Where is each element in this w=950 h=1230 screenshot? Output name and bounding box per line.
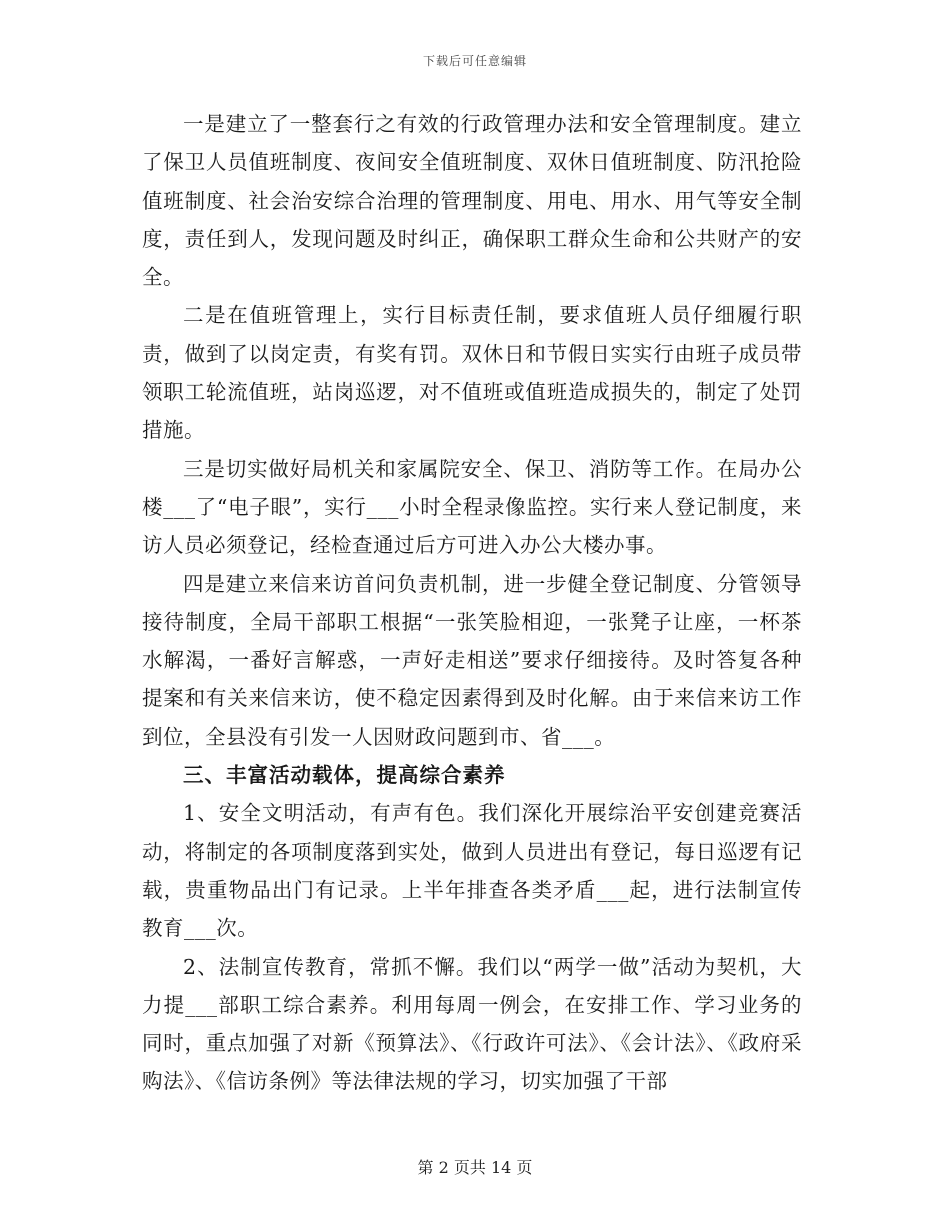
page-header-note: 下载后可任意编辑 bbox=[422, 54, 527, 68]
document-body bbox=[142, 105, 802, 1101]
paragraph-3: 三是切实做好局机关和家属院安全、保卫、消防等工作。在局办公楼___了“电子眼”，实行___小时全程录像监控。实行来人登记制度，来访人员必须登记，经检查通过后方可进入办公大楼办事。 bbox=[142, 456, 802, 558]
paragraph-2: 二是在值班管理上，实行目标责任制，要求值班人员仔细履行职责，做到了以岗定责，有奖有罚。双休日和节假日实实行由班子成员带领职工轮流值班，站岗巡逻，对不值班或值班造成损失的，制定了处罚措施。 bbox=[142, 303, 802, 443]
section-paragraph-2: 2、法制宣传教育，常抓不懈。我们以“两学一做”活动为契机，大力提___部职工综合素养。利用每周一例会，在安排工作、学习业务的同时，重点加强了对新《预算法》、《行政许可法》、《会计法》、《政府采购法》、《信访条例》等法律法规的学习，切实加强了干部 bbox=[142, 954, 802, 1094]
paragraph-1: 一是建立了一整套行之有效的行政管理办法和安全管理制度。建立了保卫人员值班制度、夜间安全值班制度、双休日值班制度、防汛抢险值班制度、社会治安综合治理的管理制度、用电、用水、用气等安全制度，责任到人，发现问题及时纠正，确保职工群众生命和公共财产的安全。 bbox=[142, 112, 802, 290]
section-paragraph-1: 1、安全文明活动，有声有色。我们深化开展综治平安创建竞赛活动，将制定的各项制度落到实处，做到人员进出有登记，每日巡逻有记载，贵重物品出门有记录。上半年排查各类矛盾___起，进行法制宣传教育___次。 bbox=[142, 801, 802, 941]
page-number: 第 2 页共 14 页 bbox=[417, 1158, 533, 1177]
section-heading: 三、丰富活动载体，提高综合素养 bbox=[183, 763, 506, 788]
paragraph-4: 四是建立来信来访首问负责机制，进一步健全登记制度、分管领导接待制度，全局干部职工根据“一张笑脸相迎，一张凳子让座，一杯茶水解渴，一番好言解惑，一声好走相送”要求仔细接待。及时答复各种提案和有关来信来访，使不稳定因素得到及时化解。由于来信来访工作到位，全县没有引发一人因财政问题到市、省___。 bbox=[142, 571, 802, 749]
